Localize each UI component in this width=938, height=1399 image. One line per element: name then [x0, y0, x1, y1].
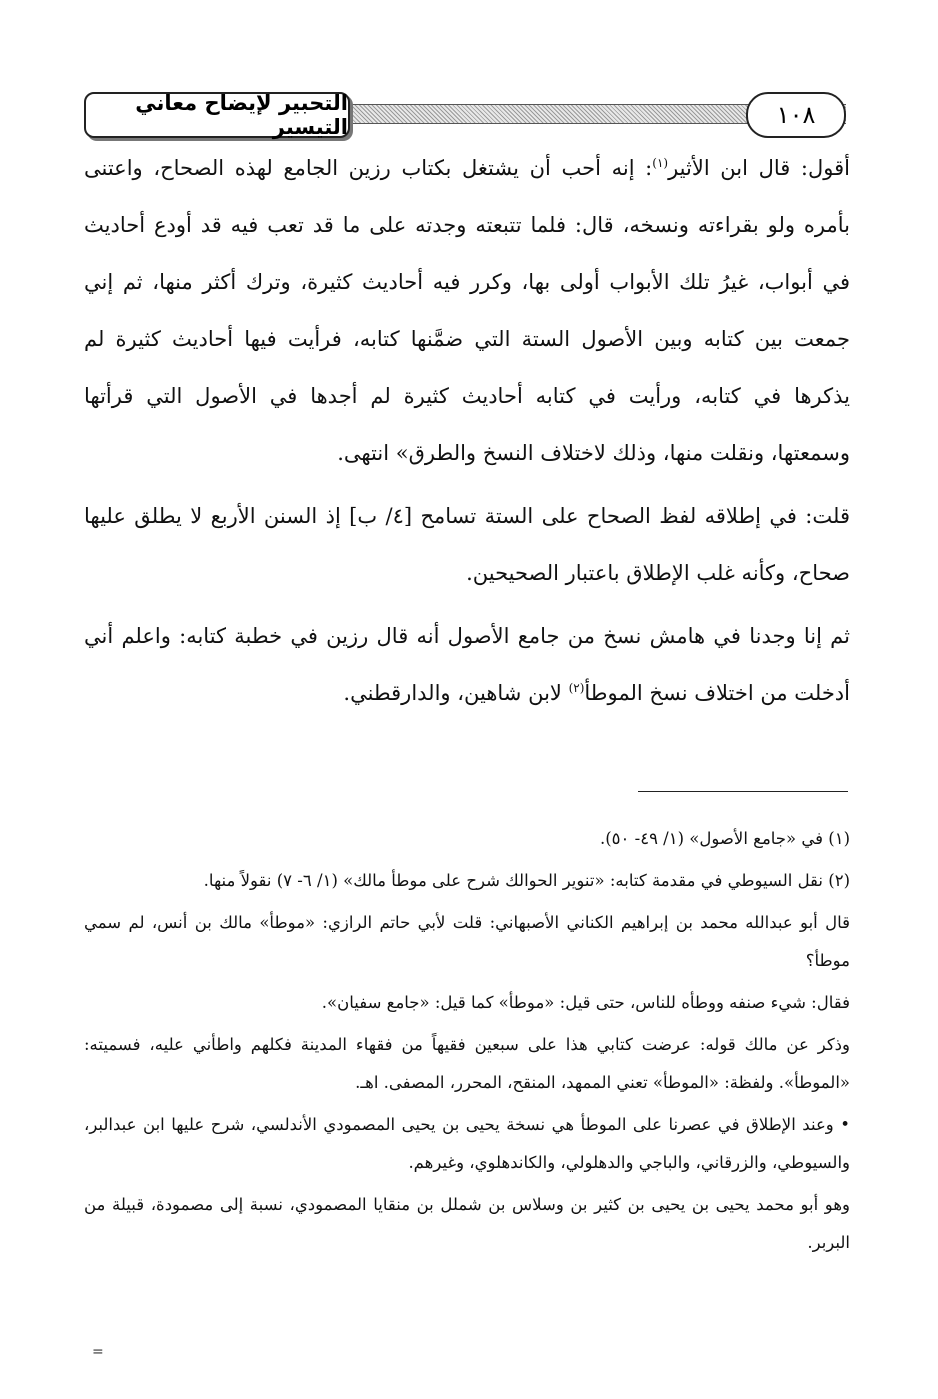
footnote: (٢) نقل السيوطي في مقدمة كتابه: «تنوير الحوالك شرح على موطأ مالك» (١/ ٦- ٧) نقولاً منها. [203, 871, 850, 890]
footnotes [84, 820, 850, 1262]
paragraph [84, 488, 850, 602]
paragraph-text: : إنه أحب أن يشتغل بكتاب رزين الجامع لهذه الصحاح، واعتنى بأمره ولو بقراءته ونسخه، قال: فلما تتبعته وجدته على ما قد تعب فيه قد أودع أحاديث في أبواب، غيرُ تلك الأبواب أولى بها، وكرر فيه أحاديث كثيرة، وترك أكثر منها، ثم إني جمعت بين كتابه وبين الأصول الستة التي ضمَّنها كتابه، فرأيت فيها أحاديث كثيرة لم يذكرها في كتابه، ورأيت في كتابه أحاديث كثيرة لم أجدها في الأصول التي قرأتها وسمعتها، ونقلت منها، وذلك لاختلاف النسخ والطرق» انتهى. [84, 156, 850, 465]
footnote-line: • وعند الإطلاق في عصرنا على الموطأ هي نسخة يحيى بن يحيى المصمودي الأندلسي، شرح عليها ابن عبدالبر، والسيوطي، والزرقاني، والباجي والدهلولي، والكاندهلوي، وغيرهم. [84, 1115, 850, 1172]
paragraph-text: ثم إنا وجدنا في هامش نسخ من جامع الأصول أنه قال رزين في خطبة كتابه: واعلم أني أدخلت من اختلاف نسخ الموطأ [84, 624, 850, 705]
page-number: ١٠٨ [746, 92, 846, 138]
footnote-line: فقال: شيء صنفه ووطأه للناس، حتى قيل: «موطأ» كما قيل: «جامع سفيان». [321, 993, 850, 1012]
paragraph-text: أقول: قال ابن الأثير [668, 156, 850, 180]
footnote-line: وهو أبو محمد يحيى بن يحيى بن كثير بن وسلاس بن شملل بن منقايا المصمودي، نسبة إلى مصمودة، قبيلة من البربر. [84, 1195, 850, 1252]
footnote-separator [638, 791, 848, 792]
book-title: التحبير لإيضاح معاني التيسير [84, 92, 350, 138]
paragraph [84, 140, 850, 482]
main-text [84, 140, 850, 722]
running-header [84, 92, 846, 138]
footnote-line: قال أبو عبدالله محمد بن إبراهيم الكناني الأصبهاني: قلت لأبي حاتم الرازي: «موطأ» مالك بن أنس، لم سمي موطأ؟ [84, 913, 850, 970]
paragraph-text: لابن شاهين، والدارقطني. [343, 681, 569, 705]
paragraph-text: قلت: في إطلاقه لفظ الصحاح على الستة تسامح [٤/ ب] إذ السنن الأربع لا يطلق عليها صحاح، وكأنه غلب الإطلاق باعتبار الصحيحين. [84, 504, 850, 585]
signature-mark: = [92, 1344, 104, 1360]
footnote-ref: (١) [652, 156, 669, 170]
paragraph [84, 608, 850, 722]
footnote: (١) في «جامع الأصول» (١/ ٤٩- ٥٠). [599, 829, 850, 848]
footnote-line: وذكر عن مالك قوله: عرضت كتابي هذا على سبعين فقيهاً من فقهاء المدينة فكلهم واطأني عليه، فسميته: «الموطأ». ولفظة: «الموطأ» تعني الممهد، المنقح، المحرر، المصفى. اهـ. [84, 1035, 850, 1092]
footnote-ref: (٢) [568, 681, 585, 695]
